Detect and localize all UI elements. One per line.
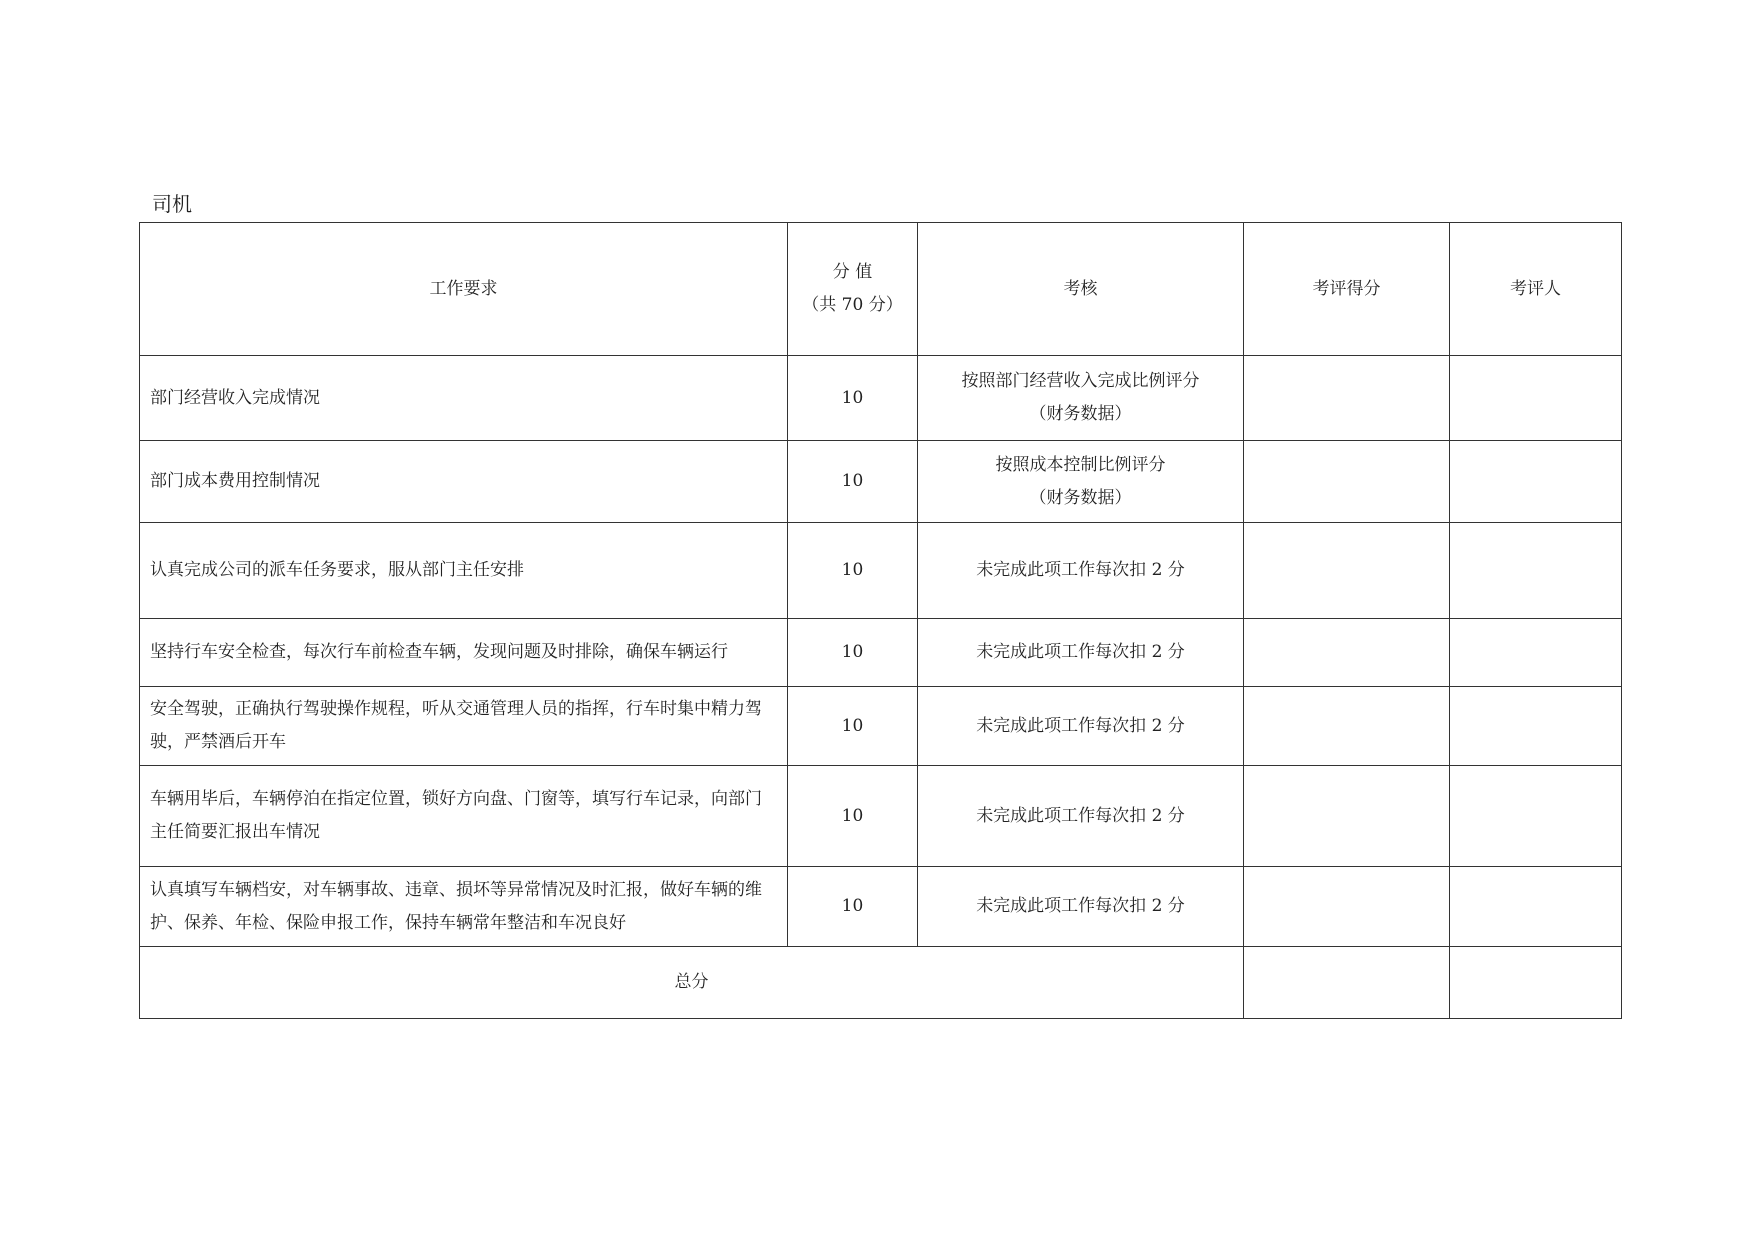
table-header-row: [140, 223, 1622, 356]
check-cell: [918, 867, 1244, 947]
score-cell: 10: [788, 356, 918, 441]
header-check: 考核: [918, 223, 1244, 356]
header-score: [788, 223, 918, 356]
eval-score-cell[interactable]: [1244, 523, 1450, 619]
total-label: 总分: [140, 947, 1244, 1019]
eval-score-cell[interactable]: [1244, 766, 1450, 867]
header-score-label: 分 值: [832, 262, 873, 282]
requirement-cell: 部门成本费用控制情况: [140, 441, 788, 523]
requirement-cell: 车辆用毕后，车辆停泊在指定位置，锁好方向盘、门窗等，填写行车记录，向部门主任简要汇报出车情况: [140, 766, 788, 867]
evaluation-table: [139, 222, 1622, 1019]
check-text: 未完成此项工作每次扣 2 分: [976, 642, 1185, 662]
evaluator-cell[interactable]: [1450, 619, 1622, 687]
eval-score-cell[interactable]: [1244, 867, 1450, 947]
check-note: （财务数据）: [1029, 487, 1132, 508]
check-note: （财务数据）: [1029, 404, 1132, 424]
table-row: [140, 619, 1622, 687]
requirement-cell: 认真填写车辆档安，对车辆事故、违章、损坏等异常情况及时汇报，做好车辆的维护、保养、年检、保险申报工作，保持车辆常年整洁和车况良好: [140, 867, 788, 947]
table-row: [140, 356, 1622, 441]
check-cell: [918, 356, 1244, 441]
eval-score-cell[interactable]: [1244, 619, 1450, 687]
evaluator-cell[interactable]: [1450, 687, 1622, 766]
evaluator-cell[interactable]: [1450, 523, 1622, 619]
table-row: [140, 523, 1622, 619]
evaluator-cell[interactable]: [1450, 766, 1622, 867]
table-row: [140, 766, 1622, 867]
requirement-cell: 安全驾驶，正确执行驾驶操作规程，听从交通管理人员的指挥，行车时集中精力驾驶，严禁酒后开车: [140, 687, 788, 766]
table-row: [140, 867, 1622, 947]
requirement-cell: 认真完成公司的派车任务要求，服从部门主任安排: [140, 523, 788, 619]
header-eval-score: 考评得分: [1244, 223, 1450, 356]
check-text: 未完成此项工作每次扣 2 分: [976, 560, 1185, 580]
eval-score-cell[interactable]: [1244, 441, 1450, 523]
requirement-cell: 坚持行车安全检查，每次行车前检查车辆，发现问题及时排除，确保车辆运行: [140, 619, 788, 687]
eval-score-cell[interactable]: [1244, 687, 1450, 766]
score-cell: 10: [788, 619, 918, 687]
check-cell: [918, 523, 1244, 619]
check-cell: [918, 687, 1244, 766]
total-row: [140, 947, 1622, 1019]
document-title: 司机: [152, 192, 192, 216]
check-text: 未完成此项工作每次扣 2 分: [976, 805, 1185, 826]
check-text: 按照成本控制比例评分: [995, 454, 1166, 475]
eval-score-cell[interactable]: [1244, 356, 1450, 441]
score-cell: 10: [788, 867, 918, 947]
check-cell: [918, 441, 1244, 523]
check-text: 未完成此项工作每次扣 2 分: [976, 896, 1185, 916]
table-row: [140, 687, 1622, 766]
evaluator-cell[interactable]: [1450, 356, 1622, 441]
requirement-cell: 部门经营收入完成情况: [140, 356, 788, 441]
evaluator-cell[interactable]: [1450, 867, 1622, 947]
header-score-total: （共 70 分）: [802, 295, 903, 315]
score-cell: 10: [788, 766, 918, 867]
check-text: 未完成此项工作每次扣 2 分: [976, 715, 1185, 736]
check-cell: [918, 619, 1244, 687]
score-cell: 10: [788, 441, 918, 523]
check-cell: [918, 766, 1244, 867]
score-cell: 10: [788, 523, 918, 619]
total-eval-score-cell[interactable]: [1244, 947, 1450, 1019]
evaluator-cell[interactable]: [1450, 441, 1622, 523]
header-evaluator: 考评人: [1450, 223, 1622, 356]
table-row: [140, 441, 1622, 523]
header-requirement: 工作要求: [140, 223, 788, 356]
total-evaluator-cell[interactable]: [1450, 947, 1622, 1019]
check-text: 按照部门经营收入完成比例评分: [961, 371, 1200, 391]
score-cell: 10: [788, 687, 918, 766]
